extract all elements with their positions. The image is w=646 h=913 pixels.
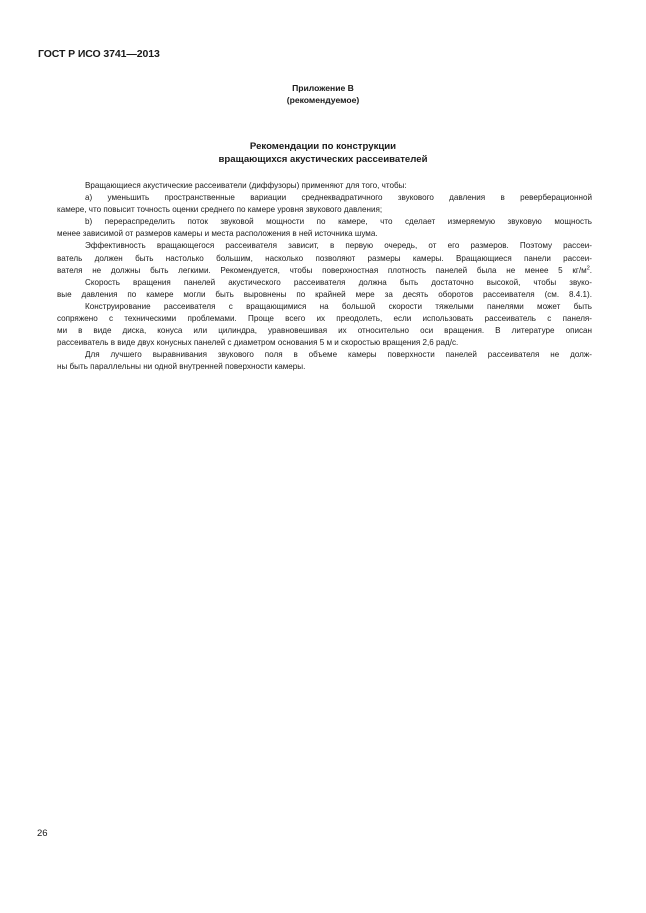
body-line: сопряжено с техническими проблемами. Проще всего их преодолеть, если использовать рассеиватель с панеля- xyxy=(57,314,592,324)
annex-label: Приложение В xyxy=(292,83,354,93)
superscript: 2 xyxy=(586,264,590,271)
body-line: Конструирование рассеивателя с вращающимися на большой скорости тяжелыми панелями может быть xyxy=(85,301,592,311)
body-line: Для лучшего выравнивания звукового поля в объеме камеры поверхности панелей рассеивателя не долж- xyxy=(85,350,592,360)
body-line: ны быть параллельны ни одной внутренней поверхности камеры. xyxy=(57,362,306,372)
body-line: менее зависимой от размеров камеры и места расположения в ней источника шума. xyxy=(57,229,378,239)
section-title-line-2: вращающихся акустических рассеивателей xyxy=(218,154,428,165)
body-line-text: вателя не должны быть легкими. Рекомендуется, чтобы поверхностная плотность панелей была не менее 5 кг/м xyxy=(57,265,587,275)
body-line-with-superscript xyxy=(57,265,592,277)
body-text xyxy=(57,180,592,374)
body-line: камере, что повысит точность оценки среднего по камере уровня звукового давления; xyxy=(57,205,383,215)
page-number: 26 xyxy=(37,828,48,839)
body-line: Эффективность вращающегося рассеивателя зависит, в первую очередь, от его размеров. Поэтому рассеи- xyxy=(85,241,592,251)
body-line: b) перераспределить поток звуковой мощности по камере, что сделает измеряемую звуковую мощность xyxy=(85,217,592,227)
standard-code-header: ГОСТ Р ИСО 3741—2013 xyxy=(38,48,160,60)
annex-heading xyxy=(0,82,646,106)
body-line: рассеиватель в виде двух конусных панелей с диаметром основания 5 м и скоростью вращения 2,6 рад/с. xyxy=(57,338,459,348)
body-line: Скорость вращения панелей акустического рассеивателя должна быть достаточно высокой, чтобы звуко- xyxy=(85,277,592,287)
period: . xyxy=(589,265,592,275)
section-title-line-1: Рекомендации по конструкции xyxy=(249,141,397,152)
body-line: вые давления по камере могли быть выровнены по крайней мере за десять оборотов рассеивателя (см. 8.4.1). xyxy=(57,289,592,299)
body-line: Вращающиеся акустические рассеиватели (диффузоры) применяют для того, чтобы: xyxy=(85,181,407,190)
annex-status: (рекомендуемое) xyxy=(286,95,360,105)
section-title xyxy=(0,140,646,166)
body-line: а) уменьшить пространственные вариации среднеквадратичного звукового давления в реверберационной xyxy=(85,193,592,203)
body-line: ми в виде диска, конуса или цилиндра, уравновешивая их относительно оси вращения. В литературе описан xyxy=(57,326,592,336)
body-line: ватель должен быть настолько большим, насколько позволяют размеры камеры. Вращающиеся панели рассеи- xyxy=(57,253,592,263)
